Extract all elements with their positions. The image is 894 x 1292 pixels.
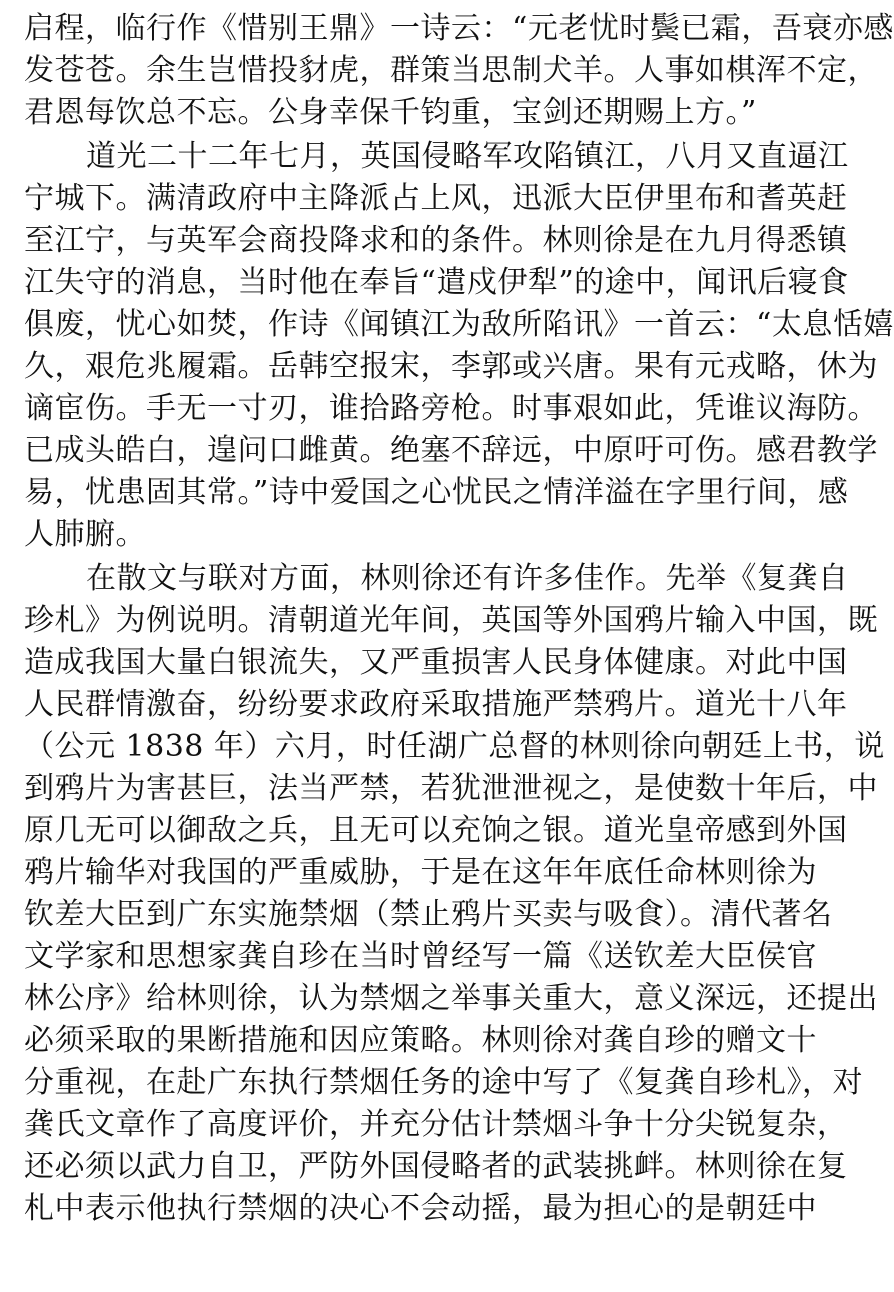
text-line: 宁城下。满清政府中主降派占上风，迅派大臣伊里布和耆英赶: [24, 181, 848, 216]
text-line: 君恩每饮总不忘。公身幸保千钧重，宝剑还期赐上方。”: [24, 95, 757, 130]
text-line: 俱废，忧心如焚，作诗《闻镇江为敌所陷讯》一首云：“太息恬嬉: [24, 307, 894, 342]
text-line: 珍札》为例说明。清朝道光年间，英国等外国鸦片输入中国，既: [24, 603, 878, 638]
text-line: 造成我国大量白银流失，又严重损害人民身体健康。对此中国: [24, 645, 848, 680]
text-line: 易，忧患固其常。”诗中爱国之心忧民之情洋溢在字里行间，感: [24, 475, 849, 510]
body-text: [24, 8, 894, 1230]
text-line: 还必须以武力自卫，严防外国侵略者的武装挑衅。林则徐在复: [24, 1149, 848, 1184]
text-line: 龚氏文章作了高度评价，并充分估计禁烟斗争十分尖锐复杂，: [24, 1107, 848, 1142]
text-line: 必须采取的果断措施和因应策略。林则徐对龚自珍的赠文十: [24, 1023, 817, 1058]
text-line: 谪宦伤。手无一寸刃，谁拾路旁枪。时事艰如此，凭谁议海防。: [24, 391, 878, 426]
text-line: （公元 1838 年）六月，时任湖广总督的林则徐向朝廷上书，说: [24, 729, 885, 764]
text-line: 启程，临行作《惜别王鼎》一诗云：“元老忧时鬓已霜，吾衰亦感: [24, 11, 894, 46]
text-line: 到鸦片为害甚巨，法当严禁，若犹泄泄视之，是使数十年后，中: [24, 771, 878, 806]
text-line: 鸦片输华对我国的严重威胁，于是在这年年底任命林则徐为: [24, 855, 817, 890]
text-line: 至江宁，与英军会商投降求和的条件。林则徐是在九月得悉镇: [24, 223, 848, 258]
text-line: 钦差大臣到广东实施禁烟（禁止鸦片买卖与吸食）。清代著名: [24, 897, 833, 932]
text-line: 人肺腑。: [24, 517, 146, 552]
text-line: 已成头皓白，遑问口雌黄。绝塞不辞远，中原吁可伤。感君教学: [24, 433, 878, 468]
text-line: 人民群情激奋，纷纷要求政府采取措施严禁鸦片。道光十八年: [24, 687, 848, 722]
text-line: 分重视，在赴广东执行禁烟任务的途中写了《复龚自珍札》，对: [24, 1065, 863, 1100]
paragraph-start-line: 在散文与联对方面，林则徐还有许多佳作。先举《复龚自: [86, 561, 849, 596]
paragraph-start-line: 道光二十二年七月，英国侵略军攻陷镇江，八月又直逼江: [86, 139, 849, 174]
text-line: 原几无可以御敌之兵，且无可以充饷之银。道光皇帝感到外国: [24, 813, 848, 848]
text-line: 林公序》给林则徐，认为禁烟之举事关重大，意义深远，还提出: [24, 981, 878, 1016]
text-line: 文学家和思想家龚自珍在当时曾经写一篇《送钦差大臣侯官: [24, 939, 817, 974]
text-line: 江失守的消息，当时他在奉旨“遣戍伊犁”的途中，闻讯后寝食: [24, 265, 849, 300]
text-line: 久，艰危兆履霜。岳韩空报宋，李郭或兴唐。果有元戎略，休为: [24, 349, 878, 384]
text-line: 发苍苍。余生岂惜投豺虎，群策当思制犬羊。人事如棋浑不定，: [24, 53, 878, 88]
text-line: 札中表示他执行禁烟的决心不会动摇，最为担心的是朝廷中: [24, 1191, 817, 1226]
